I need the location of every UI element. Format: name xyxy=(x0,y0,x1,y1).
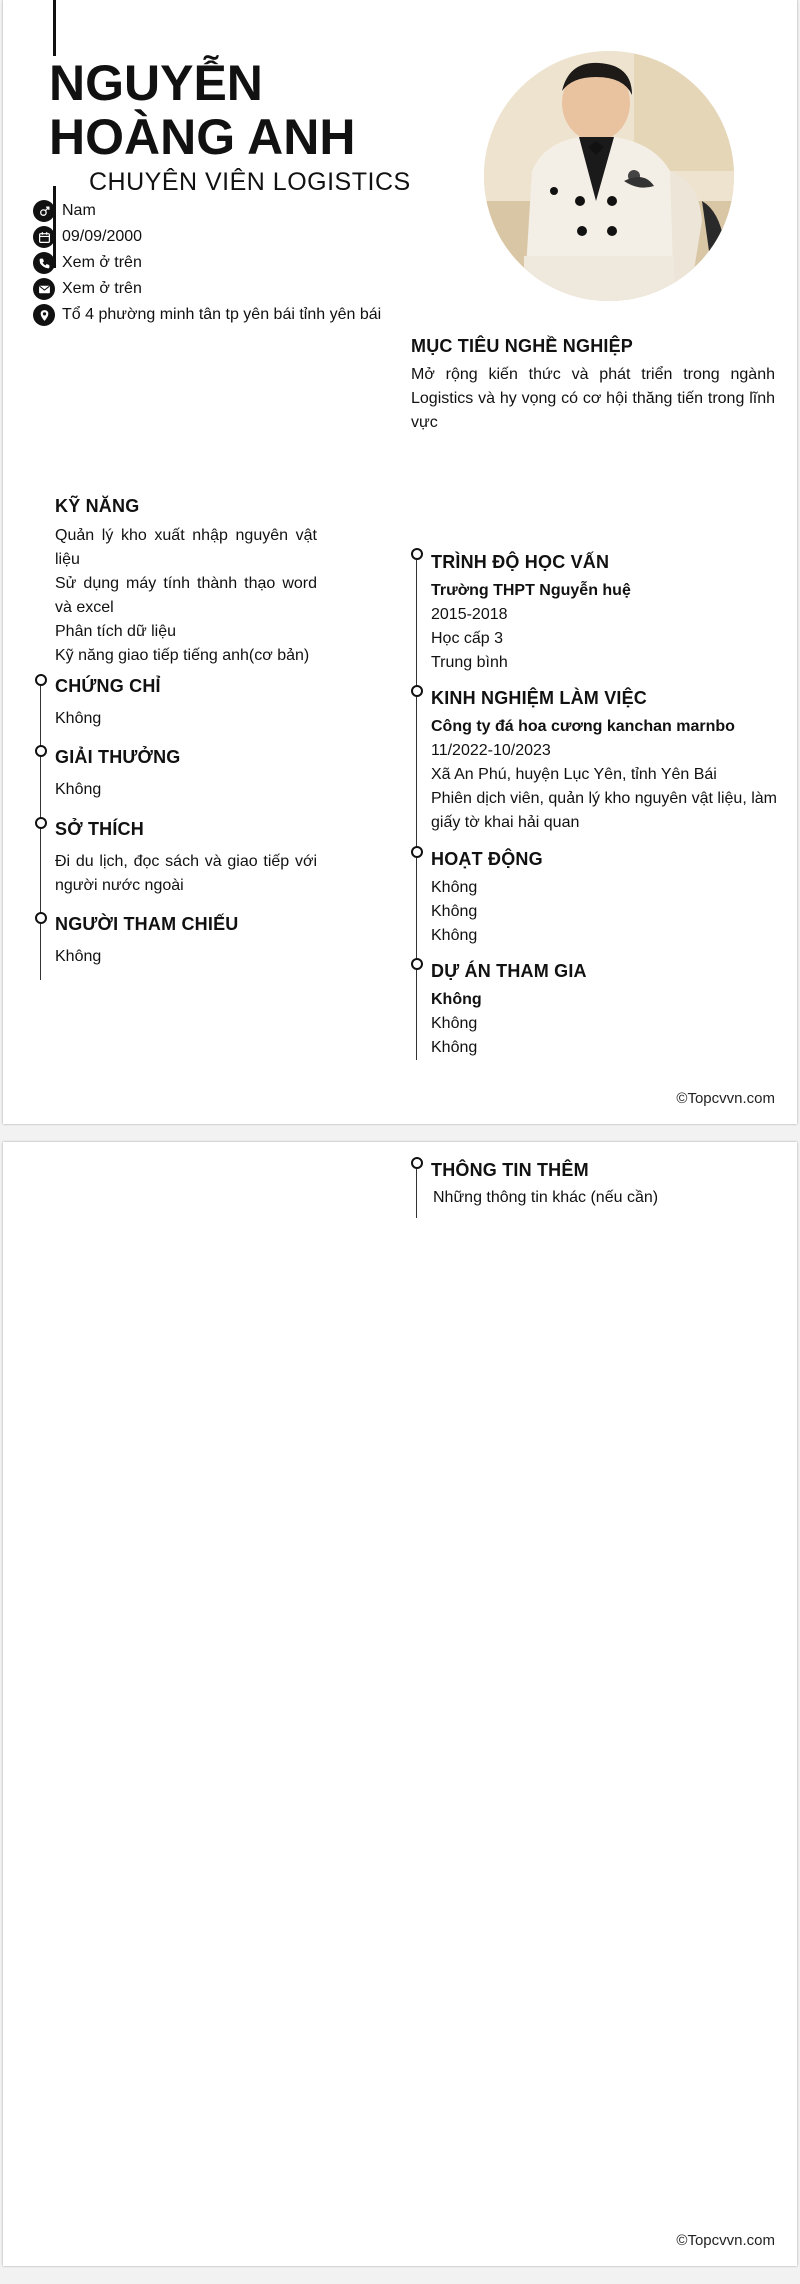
contact-email xyxy=(33,277,142,301)
birthday-value: 09/09/2000 xyxy=(62,228,143,245)
project-line: Không xyxy=(431,1039,478,1056)
references-text: Không xyxy=(55,948,102,965)
skill-item: Quản lý kho xuất nhập nguyên vật liệu xyxy=(55,527,317,568)
activities-title: HOẠT ĐỘNG xyxy=(431,849,543,869)
experience-location: Xã An Phú, huyện Lục Yên, tỉnh Yên Bái xyxy=(431,766,717,783)
certificates-text: Không xyxy=(55,710,102,727)
job-title: CHUYÊN VIÊN LOGISTICS xyxy=(89,168,411,196)
location-icon xyxy=(33,304,55,326)
extra-text: Những thông tin khác (nếu cần) xyxy=(433,1189,659,1206)
education-level: Học cấp 3 xyxy=(431,630,504,647)
projects-marker xyxy=(411,958,423,970)
projects-details xyxy=(431,988,482,1060)
calendar-icon xyxy=(33,226,55,248)
references-marker xyxy=(35,912,47,924)
objective-title: MỤC TIÊU NGHỀ NGHIỆP xyxy=(411,336,634,356)
phone-icon xyxy=(33,252,55,274)
profile-photo-illustration xyxy=(484,51,734,301)
contact-phone xyxy=(33,251,142,275)
contact-address xyxy=(33,303,381,327)
email-icon xyxy=(33,278,55,300)
education-school: Trường THPT Nguyễn huệ xyxy=(431,582,631,599)
experience-description: Phiên dịch viên, quản lý kho nguyên vật liệu, làm giấy tờ khai hải quan xyxy=(431,790,777,831)
activities-line: Không xyxy=(431,927,478,944)
project-name: Không xyxy=(431,991,482,1008)
gender-value: Nam xyxy=(62,202,96,219)
experience-marker xyxy=(411,685,423,697)
activities-details xyxy=(431,876,477,948)
education-details xyxy=(431,579,631,675)
education-grade: Trung bình xyxy=(431,654,508,671)
header-accent-line-top xyxy=(53,0,56,56)
skill-item: Phân tích dữ liệu xyxy=(55,623,177,640)
experience-details xyxy=(431,715,779,835)
right-timeline-line xyxy=(416,560,417,1060)
phone-value: Xem ở trên xyxy=(62,254,142,271)
education-title: TRÌNH ĐỘ HỌC VẤN xyxy=(431,552,610,572)
experience-period: 11/2022-10/2023 xyxy=(431,742,551,759)
footer-copyright: ©Topcvvn.com xyxy=(676,1090,775,1107)
experience-title: KINH NGHIỆM LÀM VIỆC xyxy=(431,688,648,708)
skills-title: KỸ NĂNG xyxy=(55,496,140,516)
extra-title: THÔNG TIN THÊM xyxy=(431,1160,589,1180)
extra-marker xyxy=(411,1157,423,1169)
name-line-2: HOÀNG ANH xyxy=(49,109,356,165)
experience-company: Công ty đá hoa cương kanchan marnbo xyxy=(431,718,735,735)
awards-title: GIẢI THƯỞNG xyxy=(55,747,181,767)
hobbies-text: Đi du lịch, đọc sách và giao tiếp với người nước ngoài xyxy=(55,853,317,894)
activities-line: Không xyxy=(431,903,478,920)
address-value: Tổ 4 phường minh tân tp yên bái tỉnh yên bái xyxy=(62,306,382,323)
education-marker xyxy=(411,548,423,560)
certificates-marker xyxy=(35,674,47,686)
objective-text: Mở rộng kiến thức và phát triển trong ngành Logistics và hy vọng có cơ hội thăng tiến trong lĩnh vực xyxy=(411,366,775,431)
certificates-title: CHỨNG CHỈ xyxy=(55,676,161,696)
activities-line: Không xyxy=(431,879,478,896)
skills-list xyxy=(55,524,317,668)
contact-birthday xyxy=(33,225,142,249)
email-value: Xem ở trên xyxy=(62,280,142,297)
activities-marker xyxy=(411,846,423,858)
profile-photo xyxy=(484,51,734,301)
education-period: 2015-2018 xyxy=(431,606,508,623)
cv-page-1 xyxy=(3,0,797,1124)
contact-gender xyxy=(33,199,96,223)
extra-timeline-line xyxy=(416,1166,417,1218)
cv-page-2 xyxy=(3,1142,797,2266)
awards-text: Không xyxy=(55,781,102,798)
left-timeline-line xyxy=(40,680,41,980)
hobbies-marker xyxy=(35,817,47,829)
project-line: Không xyxy=(431,1015,478,1032)
skill-item: Kỹ năng giao tiếp tiếng anh(cơ bản) xyxy=(55,647,310,664)
skill-item: Sử dụng máy tính thành thạo word và excel xyxy=(55,575,317,616)
full-name xyxy=(49,56,469,164)
footer-copyright: ©Topcvvn.com xyxy=(676,2232,775,2249)
name-line-1: NGUYỄN xyxy=(49,55,263,111)
references-title: NGƯỜI THAM CHIẾU xyxy=(55,914,239,934)
awards-marker xyxy=(35,745,47,757)
gender-icon xyxy=(33,200,55,222)
hobbies-title: SỞ THÍCH xyxy=(55,819,144,839)
projects-title: DỰ ÁN THAM GIA xyxy=(431,961,587,981)
